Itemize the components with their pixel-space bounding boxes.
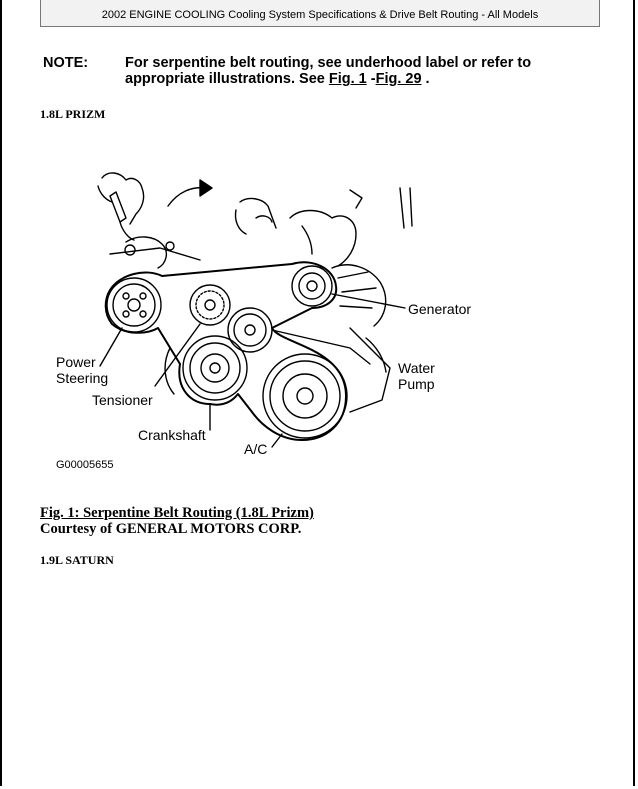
fig-29-link[interactable]: Fig. 29 xyxy=(375,71,422,87)
figure-code: G00005655 xyxy=(56,459,114,471)
note-label: NOTE: xyxy=(43,55,89,71)
label-steering: Steering xyxy=(56,370,109,386)
hand-left-sketch xyxy=(102,173,144,224)
note-body: For serpentine belt routing, see underhood label or refer to appropriate illustrations. See xyxy=(125,55,532,87)
figure-caption xyxy=(40,505,314,537)
fig-1-link[interactable]: Fig. 1 xyxy=(328,71,367,87)
note-text xyxy=(125,55,585,87)
label-ac: A/C xyxy=(244,441,268,457)
label-crankshaft: Crankshaft xyxy=(138,427,206,443)
label-generator: Generator xyxy=(408,301,472,317)
section-heading-saturn: 1.9L SATURN xyxy=(40,553,114,567)
header-title: 2002 ENGINE COOLING Cooling System Specifications & Drive Belt Routing - All Models xyxy=(101,9,539,21)
serpentine-belt xyxy=(106,262,346,440)
note-separator: - xyxy=(366,71,376,87)
belt-routing-figure xyxy=(50,168,490,473)
label-water: Water xyxy=(398,360,435,376)
power-steering-pulley xyxy=(107,278,161,332)
belt-routing-illustration xyxy=(50,168,490,473)
note-end: . xyxy=(421,71,430,87)
section-heading-prizm: 1.8L PRIZM xyxy=(40,107,106,121)
ac-leader xyxy=(272,434,282,447)
figure-title: Fig. 1: Serpentine Belt Routing (1.8L Prizm) xyxy=(40,505,314,521)
crankshaft-pulley xyxy=(183,336,247,400)
page-header xyxy=(40,0,600,27)
wrench-sketch xyxy=(110,192,126,222)
hand-right-sketch xyxy=(290,211,356,267)
label-pump: Pump xyxy=(398,376,435,392)
power-steering-leader xyxy=(100,328,122,366)
figure-credit: Courtesy of GENERAL MOTORS CORP. xyxy=(40,521,302,537)
generator-pulley xyxy=(292,266,332,306)
label-tensioner: Tensioner xyxy=(92,392,153,408)
label-power: Power xyxy=(56,354,96,370)
